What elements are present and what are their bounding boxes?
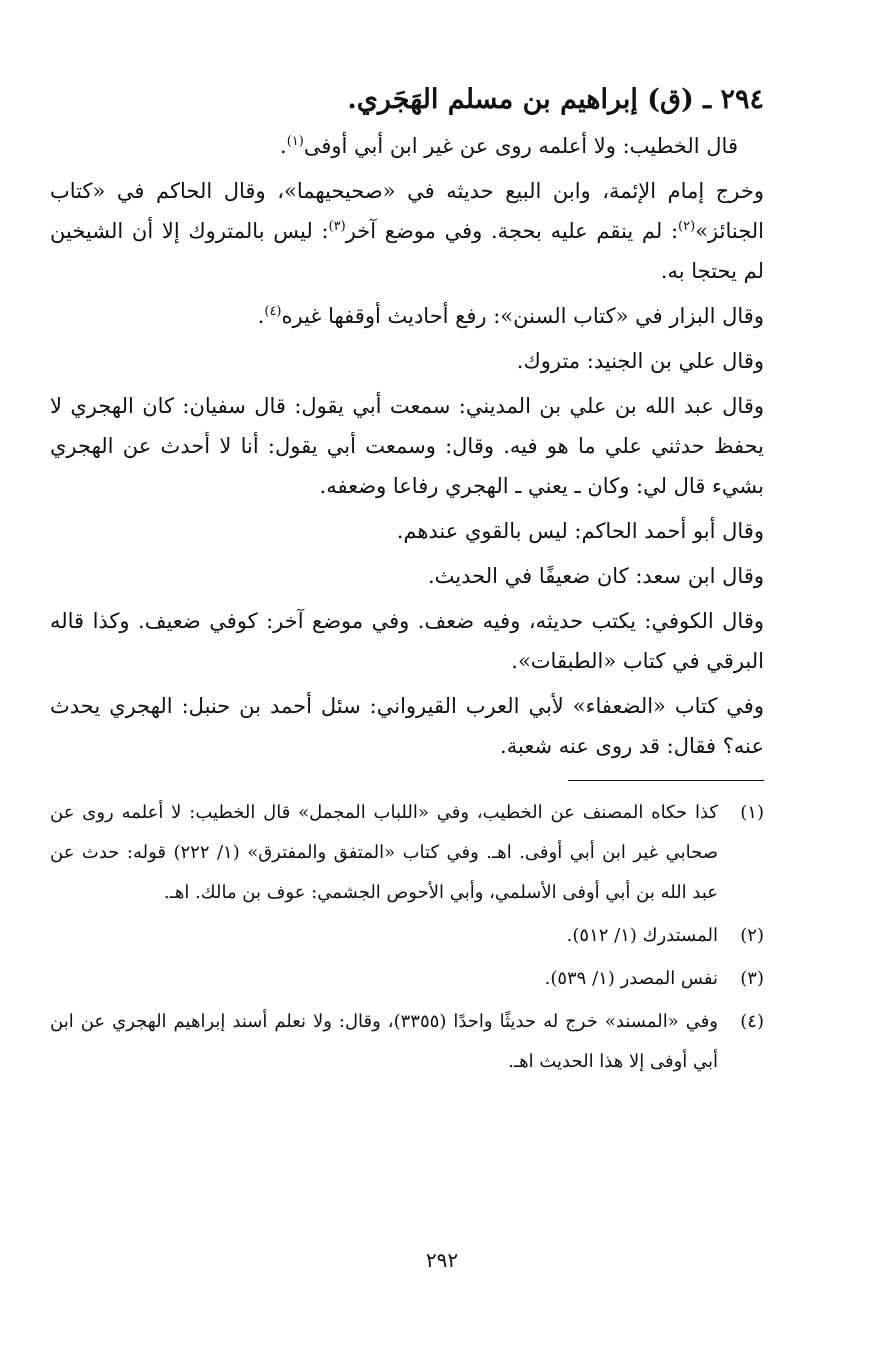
paragraph-text: وخرج إمام الإئمة، وابن البيع حديثه في «صحيحيهما»، وقال الحاكم في «كتاب الجنائز» <box>50 179 764 243</box>
paragraph-9 <box>50 686 764 766</box>
paragraph-text: وقال البزار في «كتاب السنن»: رفع أحاديث أوقفها غيره <box>281 304 764 328</box>
footnote-text: نفس المصدر (١/ ٥٣٩). <box>544 968 718 989</box>
paragraph-8 <box>50 601 764 681</box>
paragraph-3 <box>50 296 764 336</box>
footnote-divider <box>568 780 764 781</box>
footnote-3 <box>50 959 764 999</box>
footnote-ref[interactable]: (٣) <box>328 219 346 234</box>
footnote-text: وفي «المسند» خرج له حديثًا واحدًا (٣٣٥٥)، وقال: ولا نعلم أسند إبراهيم الهجري عن ابن أبي أوفى إلا هذا الحديث اهـ. <box>50 1011 718 1072</box>
body-text <box>50 126 764 766</box>
paragraph-tail: . <box>257 304 265 328</box>
footnote-number: (٣) <box>740 968 764 989</box>
footnote-text: المستدرك (١/ ٥١٢). <box>566 925 718 946</box>
paragraph-tail: : ليس بالمتروك إلا أن الشيخين لم يحتجا به. <box>50 219 764 283</box>
footnote-1 <box>50 793 764 913</box>
paragraph-tail: . <box>280 134 287 158</box>
footnote-number: (٢) <box>740 925 764 946</box>
footnote-2 <box>50 916 764 956</box>
paragraph-text: قال الخطيب: ولا أعلمه روى عن غير ابن أبي أوفى <box>303 134 738 158</box>
footnote-ref[interactable]: (١) <box>286 134 304 149</box>
paragraph-1 <box>50 126 764 166</box>
footnote-4 <box>50 1002 764 1082</box>
paragraph-text: وقال الكوفي: يكتب حديثه، وفيه ضعف. وفي موضع آخر: كوفي ضعيف. وكذا قاله البرقي في كتاب «الطبقات». <box>50 609 764 673</box>
paragraph-text: وقال ابن سعد: كان ضعيفًا في الحديث. <box>427 564 764 588</box>
entry-heading: ٢٩٤ ـ (ق) إبراهيم بن مسلم الهَجَري. <box>347 84 764 115</box>
page-number: ٢٩٢ <box>425 1248 459 1272</box>
paragraph-text: وقال عبد الله بن علي بن المديني: سمعت أبي يقول: قال سفيان: كان الهجري لا يحفظ حدثني علي ما هو فيه. وقال: وسمعت أبي يقول: أنا لا أحدث عن الهجري بشيء قال لي: وكان ـ يعني ـ الهجري رفاعا وضعفه. <box>50 394 764 498</box>
paragraph-7 <box>50 556 764 596</box>
footnote-ref[interactable]: (٢) <box>678 219 696 234</box>
footnote-number: (١) <box>740 802 764 823</box>
page-content <box>50 80 764 1085</box>
paragraph-text: وقال أبو أحمد الحاكم: ليس بالقوي عندهم. <box>396 519 764 543</box>
paragraph-4 <box>50 341 764 381</box>
footnote-number: (٤) <box>740 1011 764 1032</box>
paragraph-6 <box>50 511 764 551</box>
footnote-ref[interactable]: (٤) <box>264 304 282 319</box>
paragraph-2 <box>50 171 764 291</box>
paragraph-text-continued: : لم ينقم عليه بحجة. وفي موضع آخر <box>345 219 679 243</box>
footnotes <box>50 793 764 1082</box>
paragraph-5 <box>50 386 764 506</box>
footnote-text: كذا حكاه المصنف عن الخطيب، وفي «اللباب المجمل» قال الخطيب: لا أعلمه روى عن صحابي غير ابن أبي أوفى. اهـ. وفي كتاب «المتفق والمفترق» (١/ ٢٢٢) قوله: حدث عن عبد الله بن أبي أوفى الأسلمي، وأبي الأحوص الجشمي: عوف بن مالك. اهـ. <box>50 802 718 903</box>
paragraph-text: وفي كتاب «الضعفاء» لأبي العرب القيرواني: سئل أحمد بن حنبل: الهجري يحدث عنه؟ فقال: قد روى عنه شعبة. <box>50 694 764 758</box>
paragraph-text: وقال علي بن الجنيد: متروك. <box>516 349 764 373</box>
